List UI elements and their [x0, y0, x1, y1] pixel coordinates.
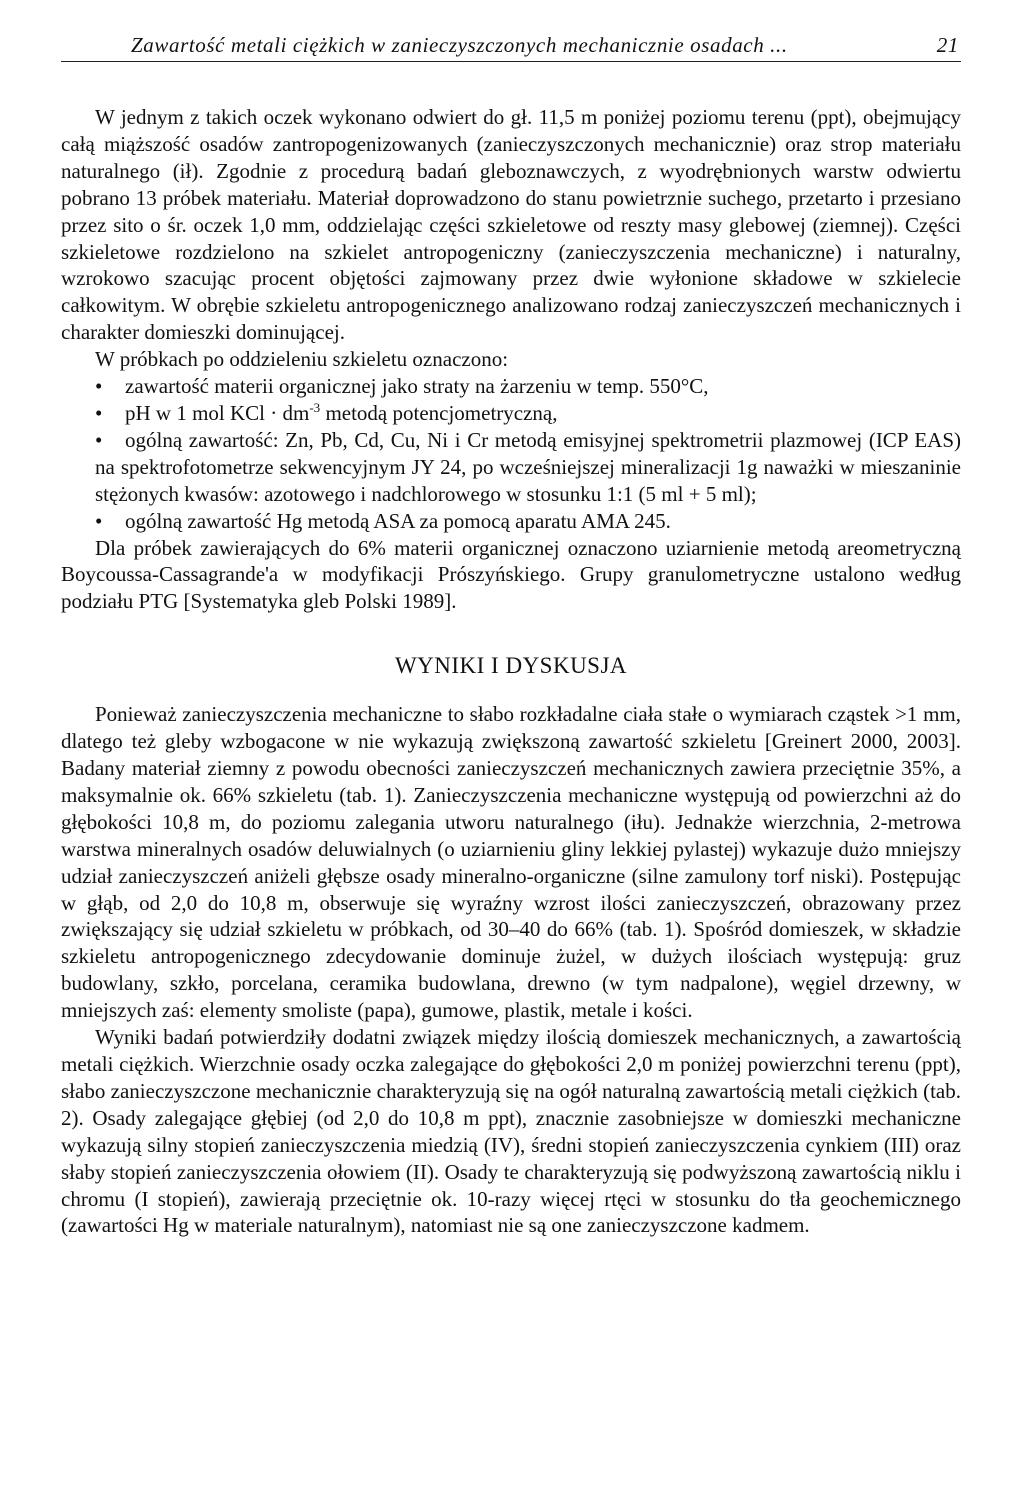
methods-paragraph: W jednym z takich oczek wykonano odwiert do gł. 11,5 m poniżej poziomu terenu (ppt), obejmujący całą miąższość osadów zantropogenizowanych (zanieczyszczonych mechanicznie) oraz strop materiału naturalnego (ił). Zgodnie z procedurą badań gleboznawczych, z wyodrębnionych warstw odwiertu pobrano 13 próbek materiału. Materiał doprowadzono do stanu powietrznie suchego, przetarto i przesiano przez sito o śr. oczek 1,0 mm, oddzielając części szkieletowe od reszty masy glebowej (ziemnej). Części szkieletowe rozdzielono na szkielet antropogeniczny (zanieczyszczenia mechaniczne) i naturalny, wzrokowo szacując procent objętości zajmowany przez dwie wyłonione składowe w szkielecie całkowitym. W obrębie szkieletu antropogenicznego analizowano rodzaj zanieczyszczeń mechanicznych i charakter domieszki dominującej. — [61, 105, 961, 345]
bullet-icon: • — [95, 374, 103, 399]
bullet-icon: • — [95, 508, 103, 533]
determinations-intro: W próbkach po oddzieleniu szkieletu oznaczono: — [95, 347, 509, 372]
bullet-icon: • — [95, 427, 103, 452]
results-paragraph-1: Ponieważ zanieczyszczenia mechaniczne to słabo rozkładalne ciała stałe o wymiarach cząstek >1 mm, dlatego też gleby wzbogacone w nie wykazują zwiększoną zawartość szkieletu [Greinert 2000, 2003]. Badany materiał ziemny z powodu obecności zanieczyszczeń mechanicznych zawiera przeciętnie 35%, a maksymalnie ok. 66% szkieletu (tab. 1). Zanieczyszczenia mechaniczne występują od powierzchni aż do głębokości 10,8 m, do poziomu zalegania utworu naturalnego (iłu). Jednakże wierzchnia, 2-metrowa warstwa mineralnych osadów deluwialnych (o uziarnieniu gliny lekkiej pylastej) wykazuje dużo mniejszy udział zanieczyszczeń aniżeli głębsze osady mineralno-organiczne (silne zamulony torf niski). Postępując w głąb, od 2,0 do 10,8 m, obserwuje się wyraźny wzrost ilości zanieczyszczeń, obrazowany przez zwiększający się udział szkieletu w próbkach, od 30–40 do 66% (tab. 1). Spośród domieszek, w składzie szkieletu antropogenicznego zdecydowanie dominuje żużel, w dużych ilościach występują: gruz budowlany, szkło, porcelana, ceramika budowlana, drewno (w tym nadpalone), węgiel drzewny, w mniejszych zaś: elementy smoliste (papa), gumowe, plastik, metale i kości. — [61, 702, 961, 1023]
determinations-list — [61, 373, 961, 534]
results-paragraph-2: Wyniki badań potwierdziły dodatni związek między ilością domieszek mechanicznych, a zawartością metali ciężkich. Wierzchnie osady oczka zalegające do głębokości 2,0 m poniżej powierzchni terenu (ppt), słabo zanieczyszczone mechanicznie charakteryzują się na ogół naturalną zawartością metali ciężkich (tab. 2). Osady zalegające głębiej (od 2,0 do 10,8 m ppt), znacznie zasobniejsze w domieszki mechaniczne wykazują silny stopień zanieczyszczenia miedzią (IV), średni stopień zanieczyszczenia cynkiem (III) oraz słaby stopień zanieczyszczenia ołowiem (II). Osady te charakteryzują się podwyższoną zawartością niklu i chromu (I stopień), zawierają przeciętnie ok. 10-razy więcej rtęci w stosunku do tła geochemicznego (zawartości Hg w materiale naturalnym), natomiast nie są one zanieczyszczone kadmem. — [61, 1025, 961, 1238]
running-header — [61, 33, 961, 62]
section-heading: WYNIKI I DYSKUSJA — [394, 653, 628, 679]
page — [61, 0, 961, 1498]
granulometry-paragraph: Dla próbek zawierających do 6% materii organicznej oznaczono uziarnienie metodą areometryczną Boycoussa-Cassagrande'a w modyfikacji Prószyńskiego. Grupy granulometryczne ustalono według podziału PTG [Systematyka gleb Polski 1989]. — [61, 535, 961, 614]
list-item: • ogólną zawartość: Zn, Pb, Cd, Cu, Ni i Cr metodą emisyjnej spektrometrii plazmowej (ICP EAS) na spektrofotometrze sekwencyjnym JY 24, po wcześniejszej mineralizacji 1g naważki w mieszaninie stężonych kwasów: azotowego i nadchlorowego w stosunku 1:1 (5 ml + 5 ml); — [95, 427, 961, 506]
list-item: • ogólną zawartość Hg metodą ASA za pomocą aparatu AMA 245. — [95, 508, 671, 533]
bullet-icon: • — [95, 400, 103, 425]
article-body — [61, 104, 961, 1239]
running-title: Zawartość metali ciężkich w zanieczyszczonych mechanicznie osadach ... — [131, 33, 788, 57]
list-item: • zawartość materii organicznej jako straty na żarzeniu w temp. 550°C, — [95, 374, 709, 399]
list-item: • pH w 1 mol KCl · $dm^{-3}$ metodą potencjometryczną, — [95, 399, 558, 425]
page-number: 21 — [936, 33, 959, 57]
